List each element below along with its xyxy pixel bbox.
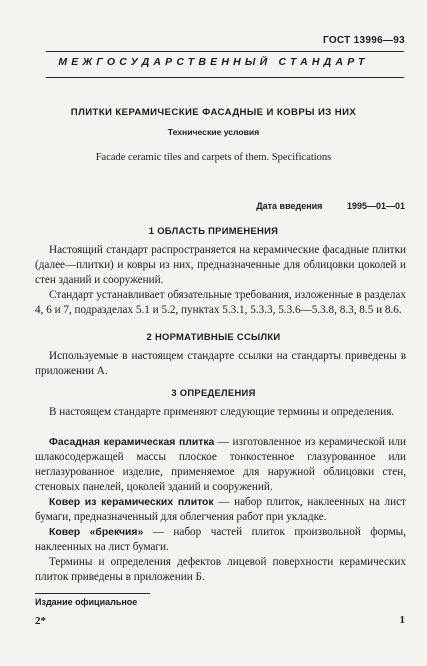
edition-label: Издание официальное xyxy=(35,597,138,607)
introduction-date-label: Дата введения xyxy=(256,201,323,211)
definition: — набор частей плиток произвольной формы, наклеенных на лист бумаги. xyxy=(35,526,406,553)
introduction-date xyxy=(256,201,405,211)
header-rule-top xyxy=(46,51,404,52)
document-subtitle: Технические условия xyxy=(167,127,260,137)
introduction-date-value: 1995—01—01 xyxy=(346,201,405,211)
section-heading-definitions: 3 ОПРЕДЕЛЕНИЯ xyxy=(171,387,256,398)
standard-code: ГОСТ 13996—93 xyxy=(322,35,405,46)
standard-type: МЕЖГОСУДАРСТВЕННЫЙ СТАНДАРТ xyxy=(58,56,369,68)
definition-item xyxy=(35,495,406,525)
english-title: Facade ceramic tiles and carpets of them. Specifications xyxy=(95,152,332,163)
term: Ковер из керамических плиток xyxy=(49,497,214,508)
term: Ковер «брекчия» xyxy=(49,527,144,538)
paragraph: Настоящий стандарт распространяется на керамические фасадные плитки (далее—плитки) и ковры из них, предназначенные для облицовки цоколей и стен зданий и сооружений. xyxy=(35,244,406,286)
section-heading-references: 2 НОРМАТИВНЫЕ ССЫЛКИ xyxy=(146,331,281,342)
footer-rule xyxy=(35,593,150,594)
definition: — изготовленное из керамической или шлакосодержащей массы плоское тонкостенное глазурованное или неглазурованное изделие, применяемое для наружной облицовки стен, стеновых панелей, цоколей зданий и сооружений. xyxy=(35,436,406,493)
paragraph: Термины и определения дефектов лицевой поверхности керамических плиток приведены в приложении Б. xyxy=(35,556,406,583)
term: Фасадная керамическая плитка xyxy=(49,437,215,448)
definition: — набор плиток, наклеенных на лист бумаги, предназначенный для облегчения работ при укладке. xyxy=(35,496,406,523)
paragraph: Стандарт устанавливает обязательные требования, изложенные в разделах 4, 6 и 7, подразделах 5.1 и 5.2, пунктах 5.3.1, 5.3.3, 5.3.6—5.3.8, 8.3, 8.5 и 8.6. xyxy=(35,289,406,316)
paragraph: Используемые в настоящем стандарте ссылки на стандарты приведены в приложении А. xyxy=(35,350,406,377)
definition-item xyxy=(35,525,406,555)
definition-item xyxy=(35,435,406,495)
paragraph: В настоящем стандарте применяют следующие термины и определения. xyxy=(49,406,395,418)
signature-mark: 2* xyxy=(35,615,46,627)
document-title: ПЛИТКИ КЕРАМИЧЕСКИЕ ФАСАДНЫЕ И КОВРЫ ИЗ НИХ xyxy=(70,107,357,118)
page-number: 1 xyxy=(399,614,405,626)
section-heading-scope: 1 ОБЛАСТЬ ПРИМЕНЕНИЯ xyxy=(148,225,279,236)
header-rule-bottom xyxy=(46,77,404,78)
